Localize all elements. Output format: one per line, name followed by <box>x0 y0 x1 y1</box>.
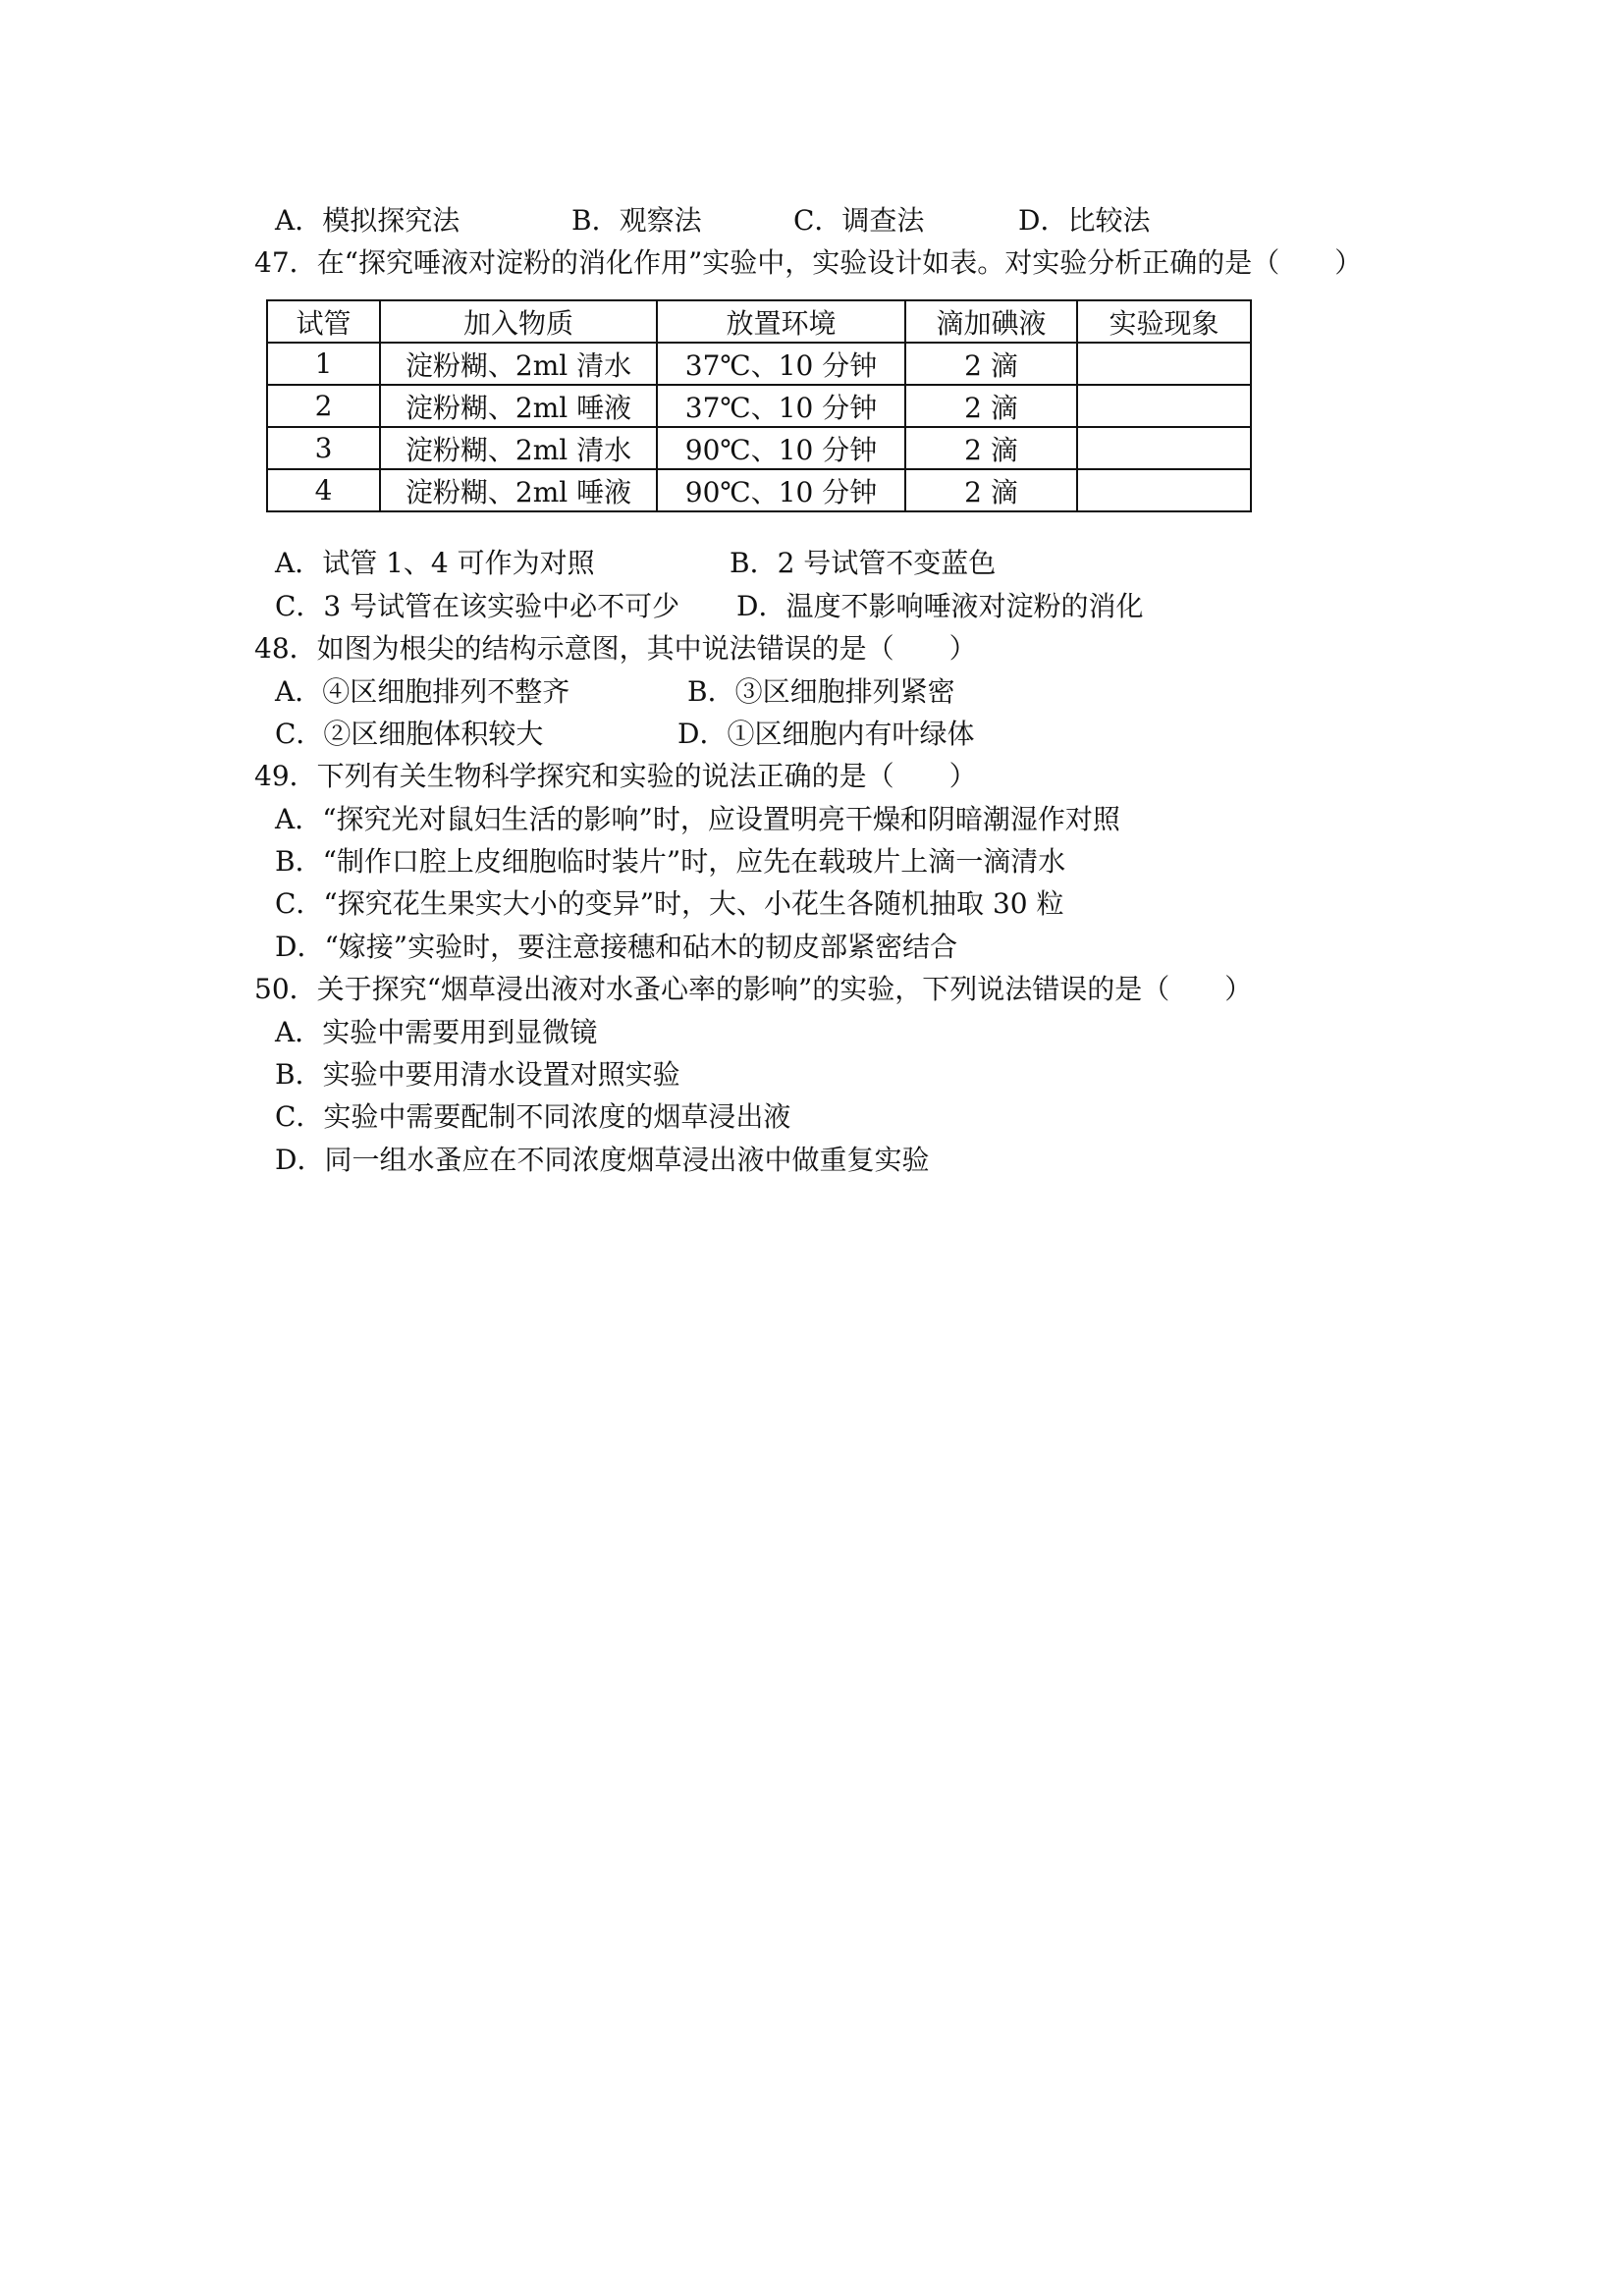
table-cell: 1 <box>267 343 380 385</box>
table-cell: 淀粉糊、2ml 唾液 <box>380 385 657 427</box>
q47-options-row-1 <box>275 546 1355 581</box>
q50-option-d: D．同一组水蚤应在不同浓度烟草浸出液中做重复实验 <box>275 1144 930 1176</box>
q49-stem: 49．下列有关生物科学探究和实验的说法正确的是（ ） <box>254 760 977 792</box>
table-row <box>267 469 1251 511</box>
q46-option-c: C．调查法 <box>793 204 925 237</box>
table-cell: 37℃、10 分钟 <box>657 385 905 427</box>
q50-option-b: B．实验中要用清水设置对照实验 <box>275 1058 680 1091</box>
q47-stem: 47．在“探究唾液对淀粉的消化作用”实验中，实验设计如表。对实验分析正确的是（ ） <box>254 246 1363 279</box>
table-cell: 2 滴 <box>905 385 1077 427</box>
table-row <box>267 427 1251 469</box>
table-cell: 4 <box>267 469 380 511</box>
table-header-cell: 滴加碘液 <box>905 300 1077 343</box>
q47-option-d: D．温度不影响唾液对淀粉的消化 <box>736 590 1144 622</box>
q48-option-b: B．③区细胞排列紧密 <box>687 675 955 708</box>
table-header-cell: 放置环境 <box>657 300 905 343</box>
table-cell: 2 滴 <box>905 343 1077 385</box>
table-cell <box>1077 427 1251 469</box>
table-cell: 3 <box>267 427 380 469</box>
table-cell: 2 <box>267 385 380 427</box>
q48-option-d: D．①区细胞内有叶绿体 <box>677 718 975 750</box>
table-cell: 90℃、10 分钟 <box>657 469 905 511</box>
q47-experiment-table <box>266 299 1252 512</box>
q46-option-a: A．模拟探究法 <box>275 204 460 237</box>
q49-option-a: A．“探究光对鼠妇生活的影响”时，应设置明亮干燥和阴暗潮湿作对照 <box>275 803 1120 835</box>
q47-option-c: C．3 号试管在该实验中必不可少 <box>275 590 680 622</box>
table-cell: 2 滴 <box>905 427 1077 469</box>
table-cell <box>1077 343 1251 385</box>
table-header-cell: 试管 <box>267 300 380 343</box>
q50-option-c: C．实验中需要配制不同浓度的烟草浸出液 <box>275 1100 791 1133</box>
q47-option-b: B．2 号试管不变蓝色 <box>730 547 997 579</box>
table-header-cell: 加入物质 <box>380 300 657 343</box>
table-cell: 淀粉糊、2ml 清水 <box>380 427 657 469</box>
q48-options-row-1 <box>275 674 1355 710</box>
q48-option-a: A．④区细胞排列不整齐 <box>275 675 570 708</box>
table-header-row <box>267 300 1251 343</box>
q49-option-d: D．“嫁接”实验时，要注意接穗和砧木的韧皮部紧密结合 <box>275 931 958 963</box>
q50-stem: 50．关于探究“烟草浸出液对水蚤心率的影响”的实验，下列说法错误的是（ ） <box>254 973 1253 1005</box>
q46-options <box>275 203 1355 239</box>
q48-options-row-2 <box>275 717 1355 752</box>
q49-option-b: B．“制作口腔上皮细胞临时装片”时，应先在载玻片上滴一滴清水 <box>275 845 1066 878</box>
table-cell: 淀粉糊、2ml 清水 <box>380 343 657 385</box>
table-cell: 2 滴 <box>905 469 1077 511</box>
table-cell <box>1077 385 1251 427</box>
table-cell <box>1077 469 1251 511</box>
q47-option-a: A．试管 1、4 可作为对照 <box>275 547 595 579</box>
q50-option-a: A．实验中需要用到显微镜 <box>275 1016 598 1048</box>
table-cell: 淀粉糊、2ml 唾液 <box>380 469 657 511</box>
table-cell: 37℃、10 分钟 <box>657 343 905 385</box>
table-cell: 90℃、10 分钟 <box>657 427 905 469</box>
q46-option-b: B．观察法 <box>571 204 702 237</box>
q46-option-d: D．比较法 <box>1018 204 1151 237</box>
q48-stem: 48．如图为根尖的结构示意图，其中说法错误的是（ ） <box>254 632 977 665</box>
table-row <box>267 385 1251 427</box>
q47-options-row-2 <box>275 589 1355 624</box>
table-row <box>267 343 1251 385</box>
q49-option-c: C．“探究花生果实大小的变异”时，大、小花生各随机抽取 30 粒 <box>275 887 1064 920</box>
table-header-cell: 实验现象 <box>1077 300 1251 343</box>
q48-option-c: C．②区细胞体积较大 <box>275 718 544 750</box>
